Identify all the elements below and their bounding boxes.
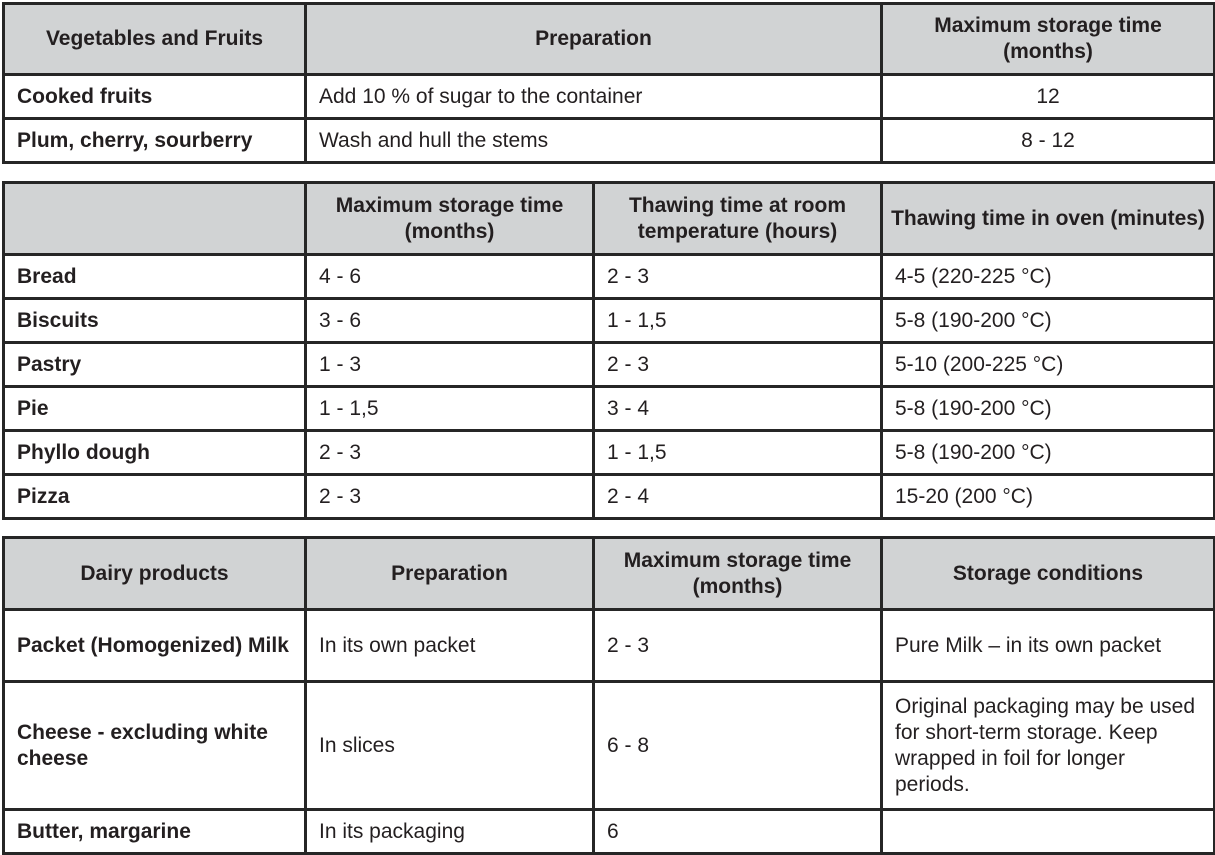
column-header: Preparation [306,4,882,75]
preparation-cell: In slices [306,682,594,810]
preparation-cell: In its packaging [306,810,594,854]
item-name: Pastry [4,343,306,387]
baked-goods-table [2,181,1215,520]
preparation-cell: Wash and hull the stems [306,119,882,163]
thaw-oven-cell: 15-20 (200 °C) [882,475,1215,519]
item-name: Pizza [4,475,306,519]
column-header: Preparation [306,538,594,610]
storage-time-cell: 12 [882,75,1215,119]
table-row [4,610,1215,682]
storage-time-cell: 4 - 6 [306,255,594,299]
column-header: Maximum storage time (months) [882,4,1215,75]
storage-conditions-cell: Original packaging may be used for short-term storage. Keep wrapped in foil for longer periods. [882,682,1215,810]
table-header-row [4,183,1215,255]
preparation-cell: In its own packet [306,610,594,682]
dairy-products-table [2,536,1215,855]
item-name: Packet (Homogenized) Milk [4,610,306,682]
table-row [4,387,1215,431]
table-row [4,810,1215,854]
storage-time-cell: 2 - 3 [306,431,594,475]
column-header: Vegetables and Fruits [4,4,306,75]
thaw-room-cell: 2 - 3 [594,343,882,387]
column-header: Thawing time at room temperature (hours) [594,183,882,255]
column-header: Thawing time in oven (minutes) [882,183,1215,255]
item-name: Butter, margarine [4,810,306,854]
thaw-room-cell: 3 - 4 [594,387,882,431]
column-header: Storage conditions [882,538,1215,610]
storage-time-cell: 6 - 8 [594,682,882,810]
item-name: Cheese - excluding white cheese [4,682,306,810]
column-header: Maximum storage time (months) [306,183,594,255]
item-name: Biscuits [4,299,306,343]
preparation-cell: Add 10 % of sugar to the container [306,75,882,119]
table-row [4,119,1215,163]
table-row [4,75,1215,119]
item-name: Cooked fruits [4,75,306,119]
table-row [4,475,1215,519]
storage-time-cell: 8 - 12 [882,119,1215,163]
storage-time-cell: 1 - 3 [306,343,594,387]
item-name: Plum, cherry, sourberry [4,119,306,163]
storage-time-cell: 2 - 3 [306,475,594,519]
storage-time-cell: 2 - 3 [594,610,882,682]
table-header-row [4,4,1215,75]
table-header-row [4,538,1215,610]
column-header-empty [4,183,306,255]
thaw-oven-cell: 5-8 (190-200 °C) [882,387,1215,431]
thaw-room-cell: 1 - 1,5 [594,431,882,475]
item-name: Bread [4,255,306,299]
column-header: Dairy products [4,538,306,610]
table-row [4,299,1215,343]
thaw-oven-cell: 5-8 (190-200 °C) [882,431,1215,475]
thaw-oven-cell: 5-10 (200-225 °C) [882,343,1215,387]
table-row [4,343,1215,387]
vegetables-fruits-table [2,2,1215,164]
thaw-room-cell: 2 - 3 [594,255,882,299]
storage-conditions-cell: Pure Milk – in its own packet [882,610,1215,682]
item-name: Pie [4,387,306,431]
table-row [4,255,1215,299]
item-name: Phyllo dough [4,431,306,475]
thaw-oven-cell: 4-5 (220-225 °C) [882,255,1215,299]
storage-time-cell: 6 [594,810,882,854]
thaw-oven-cell: 5-8 (190-200 °C) [882,299,1215,343]
table-row [4,682,1215,810]
storage-conditions-cell [882,810,1215,854]
storage-time-cell: 1 - 1,5 [306,387,594,431]
thaw-room-cell: 1 - 1,5 [594,299,882,343]
storage-time-cell: 3 - 6 [306,299,594,343]
column-header: Maximum storage time (months) [594,538,882,610]
thaw-room-cell: 2 - 4 [594,475,882,519]
table-row [4,431,1215,475]
